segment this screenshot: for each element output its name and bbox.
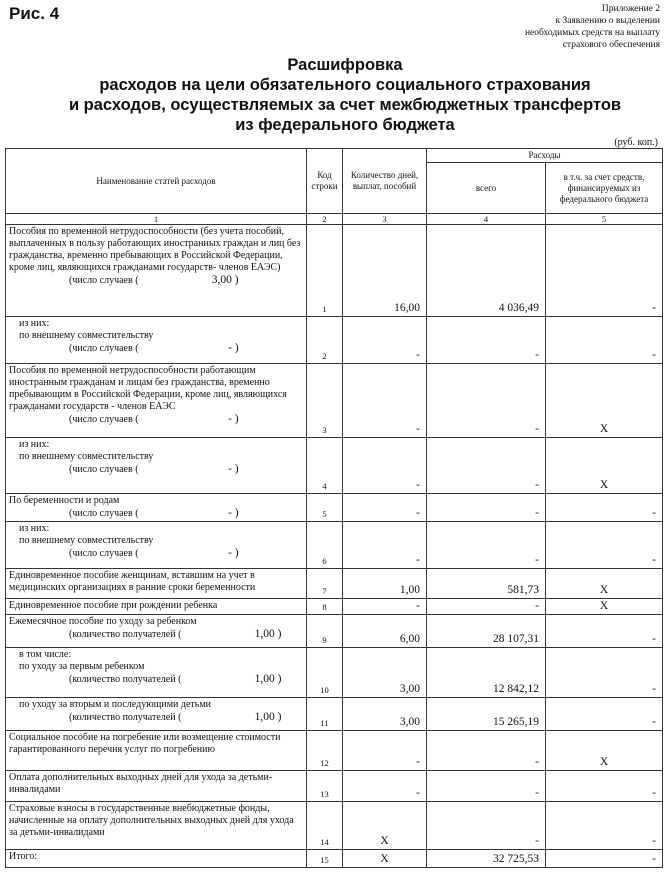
row-count xyxy=(9,711,303,724)
row-text: Пособия по временной нетрудоспособности (без учета пособий, выплаченных в пользу работающих иностранных граждан и лиц без гражданства, временно пребывающих в Российской Федерации, кроме лиц, являющихся гражданами государств- членов ЕАЭС) xyxy=(9,226,301,273)
table-row xyxy=(6,648,663,698)
table-row xyxy=(6,522,663,569)
row-days: - xyxy=(343,438,427,494)
row-count xyxy=(9,463,303,476)
table-row xyxy=(6,771,663,802)
row-days: 3,00 xyxy=(343,698,427,731)
appendix-line: страхового обеспечения xyxy=(562,40,660,50)
row-code: 11 xyxy=(307,698,343,731)
row-total: 4 036,49 xyxy=(427,225,546,317)
count-label: (количество получателей ( xyxy=(69,674,182,685)
table-row xyxy=(6,225,663,317)
row-federal: X xyxy=(546,364,663,438)
title-line: Расшифровка xyxy=(287,56,403,74)
row-federal: - xyxy=(546,522,663,569)
row-code: 8 xyxy=(307,599,343,615)
row-name xyxy=(6,731,307,771)
column-number: 2 xyxy=(307,214,343,225)
row-text: По беременности и родам xyxy=(9,495,120,506)
row-code: 6 xyxy=(307,522,343,569)
document-title xyxy=(60,55,630,135)
row-sub-heading: в том числе: xyxy=(19,649,72,660)
row-sub-text: по уходу за первым ребенком xyxy=(19,661,145,672)
row-name xyxy=(6,615,307,648)
row-sub-text: по внешнему совместительству xyxy=(19,451,154,462)
row-text: Ежемесячное пособие по уходу за ребенком xyxy=(9,616,197,627)
count-label: (число случаев ( xyxy=(69,414,139,425)
column-number: 5 xyxy=(546,214,663,225)
row-total: - xyxy=(427,317,546,364)
row-days: - xyxy=(343,599,427,615)
title-line: расходов на цели обязательного социального страхования xyxy=(99,76,591,94)
count-value: 3,00 ) xyxy=(211,274,239,286)
table-row xyxy=(6,731,663,771)
appendix-line: Приложение 2 xyxy=(601,4,660,14)
row-name xyxy=(6,802,307,850)
row-federal: - xyxy=(546,698,663,731)
row-sub-heading: из них: xyxy=(19,439,50,450)
row-total: - xyxy=(427,364,546,438)
row-count xyxy=(9,413,303,426)
row-total: - xyxy=(427,438,546,494)
row-text: Единовременное пособие при рождении ребенка xyxy=(9,600,218,611)
count-value: - ) xyxy=(227,413,239,425)
row-name xyxy=(6,698,307,731)
row-name xyxy=(6,494,307,522)
count-label: (число случаев ( xyxy=(69,275,139,286)
row-total: - xyxy=(427,599,546,615)
row-days: 6,00 xyxy=(343,615,427,648)
row-code: 9 xyxy=(307,615,343,648)
count-label: (число случаев ( xyxy=(69,343,139,354)
appendix-note xyxy=(460,3,660,51)
row-name xyxy=(6,522,307,569)
row-name xyxy=(6,364,307,438)
count-label: (число случаев ( xyxy=(69,464,139,475)
row-total: 32 725,53 xyxy=(427,850,546,868)
row-sub-text: по внешнему совместительству xyxy=(19,330,154,341)
units-note: (руб. коп.) xyxy=(614,137,658,148)
row-text: Пособия по временной нетрудоспособности работающим иностранным гражданам и лицам без гражданства, временно пребывающим в Российской Федерации, кроме лиц, являющихся гражданами государств - членов ЕАЭС xyxy=(9,365,287,412)
row-text: Единовременное пособие женщинам, вставшим на учет в медицинских организациях в ранние сроки беременности xyxy=(9,570,256,593)
row-federal: - xyxy=(546,317,663,364)
row-code: 12 xyxy=(307,731,343,771)
row-code: 15 xyxy=(307,850,343,868)
row-code: 1 xyxy=(307,225,343,317)
row-days: - xyxy=(343,771,427,802)
row-days: - xyxy=(343,364,427,438)
row-days: X xyxy=(343,850,427,868)
row-name xyxy=(6,850,307,868)
row-code: 13 xyxy=(307,771,343,802)
count-label: (число случаев ( xyxy=(69,508,139,519)
row-federal: - xyxy=(546,615,663,648)
header-total: всего xyxy=(427,163,546,214)
column-number: 1 xyxy=(6,214,307,225)
row-federal: X xyxy=(546,731,663,771)
row-count xyxy=(9,547,303,560)
row-count xyxy=(9,342,303,355)
row-code: 3 xyxy=(307,364,343,438)
row-federal: X xyxy=(546,438,663,494)
count-value: 1,00 ) xyxy=(254,711,282,723)
row-name xyxy=(6,648,307,698)
row-total: - xyxy=(427,771,546,802)
row-sub-text: по уходу за вторым и последующими детьми xyxy=(19,699,212,710)
row-total: - xyxy=(427,522,546,569)
row-federal: - xyxy=(546,802,663,850)
count-label: (число случаев ( xyxy=(69,548,139,559)
count-value: - ) xyxy=(227,547,239,559)
title-line: и расходов, осуществляемых за счет межбюджетных трансфертов xyxy=(68,96,622,114)
row-text: Оплата дополнительных выходных дней для ухода за детьми-инвалидами xyxy=(9,772,273,795)
row-count xyxy=(9,274,303,287)
row-code: 7 xyxy=(307,569,343,599)
row-code: 14 xyxy=(307,802,343,850)
row-total: 28 107,31 xyxy=(427,615,546,648)
header-name: Наименование статей расходов xyxy=(6,149,307,214)
count-value: - ) xyxy=(227,507,239,519)
row-days: - xyxy=(343,731,427,771)
title-line: из федерального бюджета xyxy=(235,116,455,134)
row-name xyxy=(6,438,307,494)
row-federal: - xyxy=(546,771,663,802)
row-days: - xyxy=(343,317,427,364)
appendix-line: необходимых средств на выплату xyxy=(524,28,660,38)
row-code: 2 xyxy=(307,317,343,364)
header-days: Количество дней, выплат, пособий xyxy=(343,149,427,214)
count-value: 1,00 ) xyxy=(254,673,282,685)
row-federal: X xyxy=(546,569,663,599)
row-total: - xyxy=(427,731,546,771)
table-row xyxy=(6,438,663,494)
row-days: - xyxy=(343,522,427,569)
row-count xyxy=(9,507,303,520)
row-total: 581,73 xyxy=(427,569,546,599)
header-expenses: Расходы xyxy=(427,149,663,163)
row-total: - xyxy=(427,802,546,850)
row-federal: - xyxy=(546,648,663,698)
row-days: X xyxy=(343,802,427,850)
table-row xyxy=(6,494,663,522)
count-value: - ) xyxy=(227,463,239,475)
table-row xyxy=(6,802,663,850)
column-number: 4 xyxy=(427,214,546,225)
row-federal: - xyxy=(546,850,663,868)
table-row xyxy=(6,569,663,599)
count-label: (количество получателей ( xyxy=(69,712,182,723)
row-name xyxy=(6,317,307,364)
row-federal: X xyxy=(546,599,663,615)
appendix-line: к Заявлению о выделении xyxy=(555,16,660,26)
table-row xyxy=(6,364,663,438)
row-count xyxy=(9,628,303,641)
row-code: 5 xyxy=(307,494,343,522)
row-name xyxy=(6,569,307,599)
row-total: - xyxy=(427,494,546,522)
row-sub-heading: из них: xyxy=(19,318,50,329)
table-row xyxy=(6,599,663,615)
count-value: - ) xyxy=(227,342,239,354)
figure-label: Рис. 4 xyxy=(9,4,60,23)
row-days: 16,00 xyxy=(343,225,427,317)
count-label: (количество получателей ( xyxy=(69,629,182,640)
row-days: 1,00 xyxy=(343,569,427,599)
expenses-table xyxy=(5,148,663,868)
row-text: Социальное пособие на погребение или возмещение стоимости гарантированного перечня услуг по погребению xyxy=(9,732,281,755)
column-number: 3 xyxy=(343,214,427,225)
row-federal: - xyxy=(546,225,663,317)
row-sub-text: по внешнему совместительству xyxy=(19,535,154,546)
row-code: 10 xyxy=(307,648,343,698)
row-federal: - xyxy=(546,494,663,522)
row-text: Итого: xyxy=(9,851,38,862)
row-sub-heading: из них: xyxy=(19,523,50,534)
row-total: 12 842,12 xyxy=(427,648,546,698)
table-row xyxy=(6,850,663,868)
row-days: - xyxy=(343,494,427,522)
row-name xyxy=(6,599,307,615)
header-code: Код строки xyxy=(307,149,343,214)
row-total: 15 265,19 xyxy=(427,698,546,731)
row-name xyxy=(6,771,307,802)
row-code: 4 xyxy=(307,438,343,494)
row-name xyxy=(6,225,307,317)
table-row xyxy=(6,615,663,648)
table-row xyxy=(6,698,663,731)
table-row xyxy=(6,317,663,364)
row-count xyxy=(9,673,303,686)
row-days: 3,00 xyxy=(343,648,427,698)
count-value: 1,00 ) xyxy=(254,628,282,640)
row-text: Страховые взносы в государственные внебюджетные фонды, начисленные на оплату дополнительных выходных дней для ухода за детьми-инвалидами xyxy=(9,803,294,838)
header-federal: в т.ч. за счет средств, финансируемых из федерального бюджета xyxy=(546,163,663,214)
